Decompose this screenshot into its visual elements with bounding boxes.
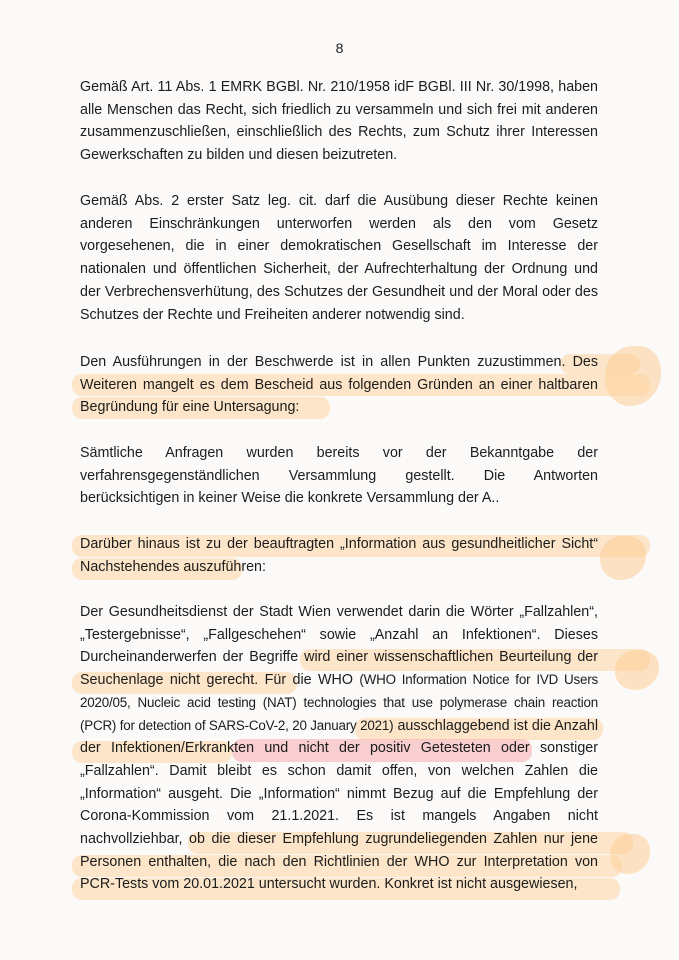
paragraph-agreement <box>80 351 598 419</box>
who-citation: (WHO Information Notice for IVD Users 2020/05, Nucleic acid testing (NAT) technologies that use polymerase chain reaction (PCR) for detection of SARS-CoV-2, 20 January 2021) <box>80 672 598 733</box>
paragraph-restrictions <box>80 190 598 326</box>
paragraph-text-part: ausschlaggebend ist die Anzahl der Infektionen/Erkrankten und nicht der positiv Getesteten oder sonstiger „Fallzahlen“. Damit bleibt es schon damit offen, von welchen Zahlen die „Information“ ausgeht. Die „Information“ nimmt Bezug auf die Empfehlung der Corona-Kommission vom 21.1.2021. Es ist mangels Angaben nicht nachvollziehbar, ob die dieser Empfehlung zugrundeliegenden Zahlen nur jene Personen enthalten, die nach den Richtlinien der WHO zur Interpretation von PCR-Tests vom 20.01.2021 untersucht wurden. Konkret ist nicht ausgewiesen, <box>80 717 598 893</box>
paragraph-text-part: Der Gesundheitsdienst der Stadt Wien verwendet darin die Wörter „Fallzahlen“, „Testergebnisse“, „Fallgeschehen“ sowie „Anzahl an Infektionen“. Dieses Durcheinanderwerfen der Begriffe wird einer wissenschaftlichen Beurteilung der Seuchenlage nicht gerecht. Für die WHO <box>80 604 598 689</box>
paragraph-text: Den Ausführungen in der Beschwerde ist in allen Punkten zuzustimmen. Des Weiteren mangelt es dem Bescheid aus folgenden Gründen an einer haltbaren Begründung für eine Untersagung: <box>80 354 598 416</box>
paragraph-text: Gemäß Abs. 2 erster Satz leg. cit. darf die Ausübung dieser Rechte keinen anderen Einschränkungen unterworfen werden als den vom Gesetz vorgesehenen, die in einer demokratischen Gesellschaft im Interesse der nationalen und öffentlichen Sicherheit, der Aufrechterhaltung der Ordnung und der Verbrechensverhütung, des Schutzes der Gesundheit und der Moral oder des Schutzes der Rechte und Freiheiten anderer notwendig sind. <box>80 193 598 323</box>
paragraph-text: Darüber hinaus ist zu der beauftragten „Information aus gesundheitlicher Sicht“ Nachstehendes auszuführen: <box>80 536 598 575</box>
paragraph-assembly-right <box>80 76 598 167</box>
page-number: 8 <box>335 40 344 56</box>
marker-scribble <box>600 536 646 580</box>
paragraph-text: Sämtliche Anfragen wurden bereits vor der Bekanntgabe der verfahrensgegenständlichen Versammlung gestellt. Die Antworten berücksichtigen in keiner Weise die konkrete Versammlung der A.. <box>80 445 598 507</box>
paragraph-text: Gemäß Art. 11 Abs. 1 EMRK BGBl. Nr. 210/1958 idF BGBl. III Nr. 30/1998, haben alle Menschen das Recht, sich friedlich zu versammeln und sich frei mit anderen zusammenzuschließen, einschließlich des Rechts, zum Schutz ihrer Interessen Gewerkschaften zu bilden und diesen beizutreten. <box>80 79 598 164</box>
marker-scribble <box>615 650 659 690</box>
paragraph-inquiries <box>80 442 598 510</box>
